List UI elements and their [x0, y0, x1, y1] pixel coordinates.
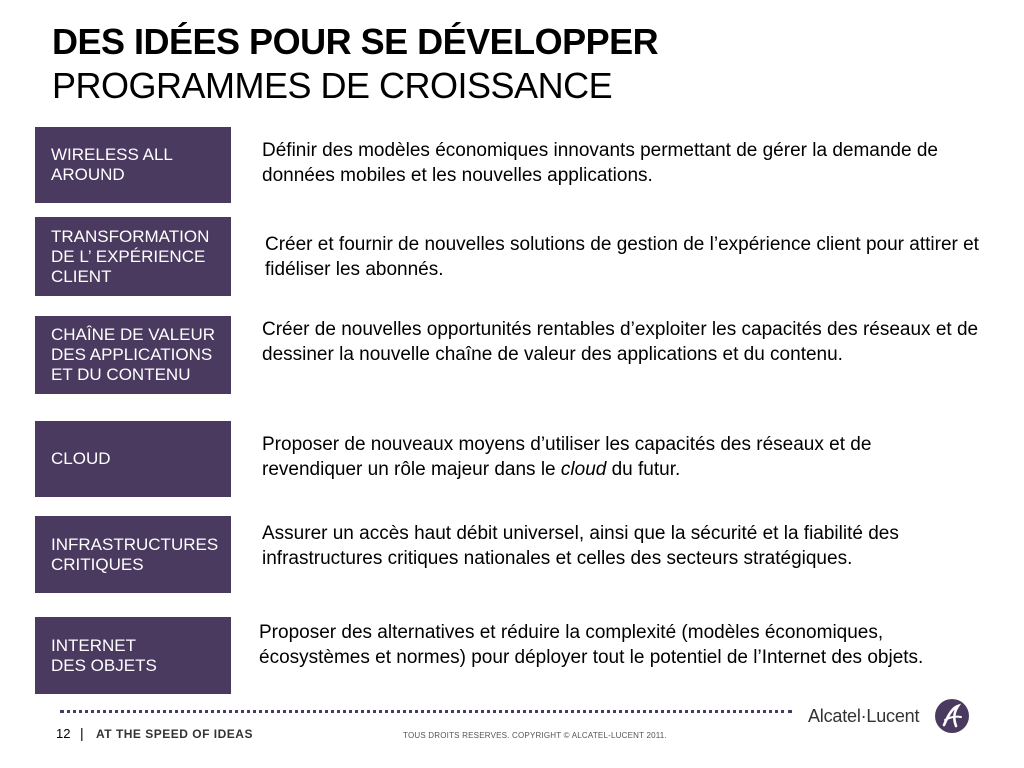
- description-text: Proposer de nouveaux moyens d’utiliser les capacités des réseaux et de revendiquer un rôle majeur dans le: [262, 434, 872, 480]
- program-description: Créer de nouvelles opportunités rentables d’exploiter les capacités des réseaux et de dessiner la nouvelle chaîne de valeur des applications et du contenu.: [262, 319, 979, 365]
- program-label: TRANSFORMATION DE L’ EXPÉRIENCE CLIENT: [51, 226, 210, 286]
- program-box-customer-experience: [35, 217, 231, 296]
- page-number: 12: [56, 726, 71, 741]
- alcatel-lucent-logo-icon: [934, 698, 970, 734]
- footer-dotted-divider: [60, 710, 792, 713]
- slide-subtitle: PROGRAMMES DE CROISSANCE: [52, 65, 613, 106]
- program-label: CHAÎNE DE VALEUR DES APPLICATIONS ET DU CONTENU: [51, 325, 216, 384]
- program-label: CLOUD: [51, 449, 111, 468]
- program-label: WIRELESS ALL AROUND: [51, 145, 173, 184]
- program-box-iot: [35, 617, 231, 694]
- program-box-value-chain: [35, 316, 231, 394]
- program-box-infrastructure: [35, 516, 231, 593]
- company-logo-text: Alcatel·Lucent: [808, 706, 920, 726]
- program-box-wireless: [35, 127, 231, 203]
- program-description: Assurer un accès haut débit universel, ainsi que la sécurité et la fiabilité des infrastructures critiques nationales et celles des secteurs stratégiques.: [262, 523, 899, 569]
- program-label: INTERNET DES OBJETS: [51, 635, 157, 675]
- program-description: Définir des modèles économiques innovants permettant de gérer la demande de données mobiles et les nouvelles applications.: [262, 140, 938, 186]
- program-label: INFRASTRUCTURES CRITIQUES: [51, 534, 219, 574]
- program-box-cloud: [35, 421, 231, 497]
- program-description: Créer et fournir de nouvelles solutions de gestion de l’expérience client pour attirer et fidéliser les abonnés.: [265, 234, 979, 280]
- footer-separator: |: [80, 725, 84, 741]
- program-description: Proposer des alternatives et réduire la complexité (modèles économiques, écosystèmes et normes) pour déployer tout le potentiel de l’Internet des objets.: [259, 622, 924, 668]
- footer-tagline: AT THE SPEED OF IDEAS: [96, 727, 253, 741]
- description-text: du futur.: [606, 459, 681, 480]
- copyright-notice: TOUS DROITS RESERVES. COPYRIGHT © ALCATEL-LUCENT 2011.: [403, 731, 667, 740]
- description-italic-text: cloud: [560, 459, 607, 480]
- program-description: [262, 432, 962, 482]
- slide-title: DES IDÉES POUR SE DÉVELOPPER: [52, 21, 659, 62]
